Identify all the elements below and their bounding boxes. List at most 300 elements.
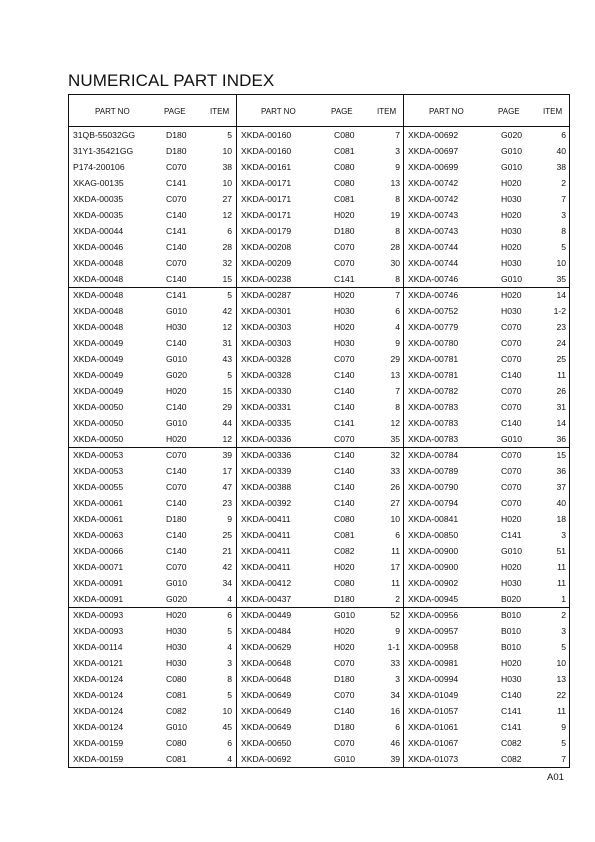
table-row	[237, 479, 404, 495]
item-number: 35	[390, 434, 400, 444]
table-row	[404, 463, 570, 479]
page-ref: D180	[334, 674, 355, 684]
part-number: XKDA-00945	[408, 594, 459, 604]
page-ref: D180	[166, 130, 187, 140]
page-ref: H020	[334, 322, 355, 332]
page-ref: C070	[166, 482, 187, 492]
item-number: 15	[222, 386, 232, 396]
table-row	[69, 143, 236, 159]
page-ref: D180	[334, 226, 355, 236]
page-ref: D180	[334, 722, 355, 732]
item-number: 39	[222, 450, 232, 460]
part-number: XKDA-00048	[73, 306, 124, 316]
table-row	[404, 447, 570, 463]
table-row	[237, 431, 404, 447]
page-ref: H020	[334, 290, 355, 300]
table-row	[237, 511, 404, 527]
page-ref: C070	[334, 258, 355, 268]
table-row	[404, 575, 570, 591]
table-row	[69, 383, 236, 399]
page-ref: C070	[501, 322, 522, 332]
page-ref: C081	[166, 690, 187, 700]
row-list	[237, 127, 404, 767]
part-number: XKDA-01061	[408, 722, 459, 732]
part-number: XKDA-00330	[241, 386, 292, 396]
table-row	[69, 255, 236, 271]
table-row	[404, 687, 570, 703]
page-ref: C080	[166, 738, 187, 748]
page-ref: H020	[501, 562, 522, 572]
page-ref: C082	[501, 754, 522, 764]
table-row	[237, 687, 404, 703]
index-column-3	[403, 95, 570, 767]
item-number: 29	[390, 354, 400, 364]
item-number: 25	[222, 530, 232, 540]
item-number: 32	[390, 450, 400, 460]
table-row	[404, 191, 570, 207]
table-row	[404, 255, 570, 271]
part-number: XKDA-00066	[73, 546, 124, 556]
row-list	[69, 127, 236, 767]
item-number: 17	[390, 562, 400, 572]
item-number: 32	[222, 258, 232, 268]
table-row	[69, 335, 236, 351]
table-row	[404, 527, 570, 543]
table-row	[237, 623, 404, 639]
table-row	[404, 303, 570, 319]
part-number: XKDA-00783	[408, 402, 459, 412]
part-number: XKDA-00121	[73, 658, 124, 668]
part-number: XKDA-00159	[73, 754, 124, 764]
page-ref: G010	[166, 354, 188, 364]
part-number: XKDA-00071	[73, 562, 124, 572]
page-ref: C140	[166, 466, 187, 476]
table-row	[69, 175, 236, 191]
item-number: 5	[227, 626, 232, 636]
page-ref: G010	[166, 722, 188, 732]
item-number: 7	[395, 386, 400, 396]
part-number: XKDA-00779	[408, 322, 459, 332]
part-number: XKDA-00794	[408, 498, 459, 508]
table-row	[69, 239, 236, 255]
page-ref: H030	[166, 642, 187, 652]
item-number: 40	[556, 498, 566, 508]
part-number: XKDA-00484	[241, 626, 292, 636]
item-number: 36	[556, 466, 566, 476]
part-number: XKDA-00053	[73, 466, 124, 476]
part-number: XKDA-00303	[241, 322, 292, 332]
page-ref: C081	[334, 530, 355, 540]
table-row	[237, 527, 404, 543]
part-number: XKDA-00061	[73, 514, 124, 524]
item-number: 43	[222, 354, 232, 364]
table-row	[404, 735, 570, 751]
table-row	[404, 399, 570, 415]
item-number: 28	[390, 242, 400, 252]
page-ref: H030	[501, 674, 522, 684]
page-ref: C070	[334, 354, 355, 364]
part-number: XKDA-01049	[408, 690, 459, 700]
item-number: 9	[395, 338, 400, 348]
page-ref: C070	[334, 738, 355, 748]
part-number: XKDA-01067	[408, 738, 459, 748]
page-ref: C140	[334, 498, 355, 508]
column-header	[237, 95, 404, 127]
item-number: 11	[391, 546, 400, 556]
item-number: 23	[222, 498, 232, 508]
header-page: PAGE	[164, 107, 186, 116]
table-row	[237, 751, 404, 767]
header-page: PAGE	[498, 107, 520, 116]
page-ref: C070	[501, 450, 522, 460]
table-row	[69, 319, 236, 335]
part-number: XKDA-00035	[73, 194, 124, 204]
part-number: XKDA-00050	[73, 402, 124, 412]
item-number: 3	[395, 146, 400, 156]
header-page: PAGE	[331, 107, 353, 116]
table-row	[69, 751, 236, 767]
item-number: 21	[222, 546, 232, 556]
page-ref: C140	[501, 690, 522, 700]
table-row	[404, 639, 570, 655]
table-row	[237, 463, 404, 479]
table-row	[237, 543, 404, 559]
page-ref: G010	[334, 754, 356, 764]
part-number: XKDA-00049	[73, 354, 124, 364]
item-number: 6	[395, 722, 400, 732]
part-number: XKDA-00649	[241, 690, 292, 700]
page-ref: C080	[334, 514, 355, 524]
part-number: XKDA-00124	[73, 674, 124, 684]
table-row	[404, 127, 570, 143]
item-number: 46	[390, 738, 400, 748]
table-row	[404, 351, 570, 367]
part-index-table	[68, 94, 570, 768]
table-row	[404, 431, 570, 447]
item-number: 1	[561, 594, 566, 604]
page-ref: G010	[501, 162, 523, 172]
item-number: 2	[561, 610, 566, 620]
table-row	[69, 479, 236, 495]
item-number: 5	[227, 130, 232, 140]
table-row	[237, 495, 404, 511]
index-column-2	[236, 95, 404, 767]
item-number: 10	[556, 658, 566, 668]
table-row	[237, 319, 404, 335]
part-number: XKDA-00649	[241, 722, 292, 732]
page-ref: C140	[166, 402, 187, 412]
item-number: 42	[222, 562, 232, 572]
table-row	[404, 511, 570, 527]
item-number: 27	[222, 194, 232, 204]
table-row	[237, 351, 404, 367]
part-number: XKDA-00746	[408, 274, 459, 284]
table-row	[69, 351, 236, 367]
page-ref: C141	[334, 274, 355, 284]
table-row	[69, 271, 236, 287]
item-number: 3	[395, 674, 400, 684]
page-ref: C080	[334, 162, 355, 172]
page-ref: C082	[334, 546, 355, 556]
page-ref: C070	[501, 354, 522, 364]
page-ref: G010	[166, 306, 188, 316]
page-ref: C140	[334, 482, 355, 492]
page-ref: C140	[334, 386, 355, 396]
part-number: XKDA-00692	[241, 754, 292, 764]
table-row	[237, 383, 404, 399]
item-number: 11	[557, 370, 566, 380]
page-ref: C070	[334, 690, 355, 700]
table-row	[237, 591, 404, 607]
page-ref: H030	[501, 578, 522, 588]
part-number: XKDA-00411	[241, 562, 291, 572]
table-row	[237, 255, 404, 271]
item-number: 15	[222, 274, 232, 284]
page-ref: C141	[334, 418, 355, 428]
item-number: 11	[557, 562, 566, 572]
table-row	[404, 655, 570, 671]
part-number: XKDA-00050	[73, 418, 124, 428]
column-header	[69, 95, 236, 127]
page-ref: B020	[501, 594, 522, 604]
page-ref: C081	[166, 754, 187, 764]
page-ref: C070	[334, 658, 355, 668]
table-row	[237, 239, 404, 255]
part-number: XKDA-00055	[73, 482, 124, 492]
item-number: 34	[390, 690, 400, 700]
part-number: XKDA-00048	[73, 274, 124, 284]
part-number: XKDA-00412	[241, 578, 292, 588]
page-ref: C140	[501, 370, 522, 380]
table-row	[69, 639, 236, 655]
item-number: 17	[222, 466, 232, 476]
page-ref: C081	[334, 146, 355, 156]
item-number: 22	[556, 690, 566, 700]
page-ref: C140	[166, 338, 187, 348]
table-row	[237, 719, 404, 735]
item-number: 38	[556, 162, 566, 172]
part-number: XKDA-00114	[73, 642, 123, 652]
table-row	[237, 335, 404, 351]
part-number: XKDA-00744	[408, 258, 459, 268]
page-ref: C070	[334, 242, 355, 252]
table-row	[69, 655, 236, 671]
page-ref: H030	[334, 306, 355, 316]
part-number: XKDA-00783	[408, 418, 459, 428]
page-ref: D180	[166, 514, 187, 524]
page-ref: H020	[334, 210, 355, 220]
table-row	[237, 271, 404, 287]
page-ref: H020	[166, 610, 187, 620]
item-number: 5	[227, 290, 232, 300]
page-ref: C140	[166, 530, 187, 540]
part-number: XKDA-00160	[241, 130, 292, 140]
page-ref: G010	[501, 146, 523, 156]
table-row	[237, 735, 404, 751]
page-ref: C082	[166, 706, 187, 716]
item-number: 39	[390, 754, 400, 764]
table-row	[404, 335, 570, 351]
part-number: XKDA-00900	[408, 562, 459, 572]
page-ref: B010	[501, 610, 522, 620]
page-ref: H020	[166, 434, 187, 444]
part-number: XKDA-00179	[241, 226, 292, 236]
table-row	[237, 159, 404, 175]
item-number: 44	[222, 418, 232, 428]
part-number: XKDA-00744	[408, 242, 459, 252]
table-row	[69, 735, 236, 751]
page-ref: H020	[501, 242, 522, 252]
item-number: 23	[556, 322, 566, 332]
page-ref: B010	[501, 626, 522, 636]
page-ref: H020	[501, 514, 522, 524]
item-number: 30	[390, 258, 400, 268]
table-row	[69, 447, 236, 463]
part-number: XKDA-00449	[241, 610, 292, 620]
page-ref: C141	[501, 530, 522, 540]
part-number: XKDA-00790	[408, 482, 459, 492]
part-number: XKDA-00046	[73, 242, 124, 252]
page-ref: C070	[166, 194, 187, 204]
part-number: XKDA-01057	[408, 706, 459, 716]
header-item: ITEM	[210, 107, 230, 116]
page-ref: H030	[166, 322, 187, 332]
table-row	[237, 303, 404, 319]
part-number: XKDA-00093	[73, 626, 124, 636]
part-number: XKDA-00650	[241, 738, 292, 748]
column-header	[404, 95, 570, 127]
item-number: 9	[561, 722, 566, 732]
page-ref: B010	[501, 642, 522, 652]
part-number: XKDA-00746	[408, 290, 459, 300]
item-number: 6	[561, 130, 566, 140]
item-number: 26	[390, 482, 400, 492]
item-number: 4	[227, 594, 232, 604]
item-number: 2	[395, 594, 400, 604]
item-number: 10	[556, 258, 566, 268]
table-row	[404, 719, 570, 735]
part-number: XKDA-00411	[241, 546, 291, 556]
part-number: XKDA-00841	[408, 514, 459, 524]
page-ref: H030	[501, 194, 522, 204]
page-ref: H030	[166, 658, 187, 668]
header-item: ITEM	[377, 107, 397, 116]
part-number: XKDA-00781	[408, 370, 459, 380]
table-row	[69, 719, 236, 735]
part-number: XKDA-00789	[408, 466, 459, 476]
page-ref: G020	[166, 370, 188, 380]
item-number: 5	[561, 738, 566, 748]
table-row	[404, 591, 570, 607]
part-number: XKDA-00392	[241, 498, 292, 508]
item-number: 10	[222, 706, 232, 716]
item-number: 37	[556, 482, 566, 492]
page-ref: C070	[501, 482, 522, 492]
item-number: 36	[556, 434, 566, 444]
item-number: 14	[556, 418, 566, 428]
table-row	[404, 751, 570, 767]
item-number: 28	[222, 242, 232, 252]
page-ref: H030	[501, 258, 522, 268]
page-ref: C140	[334, 370, 355, 380]
page-ref: H030	[166, 626, 187, 636]
item-number: 11	[391, 578, 400, 588]
table-row	[69, 287, 236, 303]
item-number: 40	[556, 146, 566, 156]
part-number: XKDA-00159	[73, 738, 124, 748]
part-number: XKDA-00958	[408, 642, 459, 652]
part-number: XKDA-00160	[241, 146, 292, 156]
page-ref: H020	[334, 562, 355, 572]
page-ref: C070	[501, 498, 522, 508]
part-number: XKDA-00238	[241, 274, 292, 284]
table-row	[404, 271, 570, 287]
table-row	[69, 543, 236, 559]
table-row	[69, 575, 236, 591]
item-number: 7	[395, 290, 400, 300]
page-ref: C070	[166, 162, 187, 172]
part-number: XKDA-00303	[241, 338, 292, 348]
item-number: 7	[395, 130, 400, 140]
part-number: XKDA-00388	[241, 482, 292, 492]
item-number: 3	[561, 626, 566, 636]
part-number: XKDA-00171	[241, 210, 292, 220]
item-number: 7	[561, 194, 566, 204]
item-number: 51	[556, 546, 566, 556]
table-row	[69, 607, 236, 623]
row-list	[404, 127, 570, 767]
table-row	[404, 495, 570, 511]
page-ref: C140	[334, 466, 355, 476]
page-ref: G010	[334, 610, 356, 620]
part-number: XKDA-00161	[241, 162, 292, 172]
page-ref: G010	[501, 434, 523, 444]
part-number: XKDA-00171	[241, 178, 292, 188]
part-number: XKDA-00649	[241, 706, 292, 716]
table-row	[237, 671, 404, 687]
part-number: XKDA-00048	[73, 322, 124, 332]
part-number: XKDA-00629	[241, 642, 292, 652]
page-ref: C070	[166, 258, 187, 268]
table-row	[69, 527, 236, 543]
part-number: XKDA-00048	[73, 258, 124, 268]
item-number: 27	[390, 498, 400, 508]
table-row	[404, 287, 570, 303]
table-row	[69, 623, 236, 639]
item-number: 9	[395, 162, 400, 172]
item-number: 12	[222, 434, 232, 444]
page-ref: G010	[166, 418, 188, 428]
part-number: XKDA-00957	[408, 626, 459, 636]
item-number: 26	[556, 386, 566, 396]
item-number: 42	[222, 306, 232, 316]
part-number: XKDA-00956	[408, 610, 459, 620]
part-number: XKDA-00124	[73, 690, 124, 700]
page-ref: G020	[501, 130, 523, 140]
part-number: XKDA-00742	[408, 194, 459, 204]
page-ref: H030	[501, 226, 522, 236]
item-number: 34	[222, 578, 232, 588]
item-number: 11	[557, 578, 566, 588]
part-number: XKDA-00900	[408, 546, 459, 556]
item-number: 13	[390, 370, 400, 380]
table-row	[237, 575, 404, 591]
item-number: 11	[557, 706, 566, 716]
header-part-no: PART NO	[95, 107, 130, 116]
part-number: XKDA-00335	[241, 418, 292, 428]
part-number: XKDA-00742	[408, 178, 459, 188]
item-number: 45	[222, 722, 232, 732]
